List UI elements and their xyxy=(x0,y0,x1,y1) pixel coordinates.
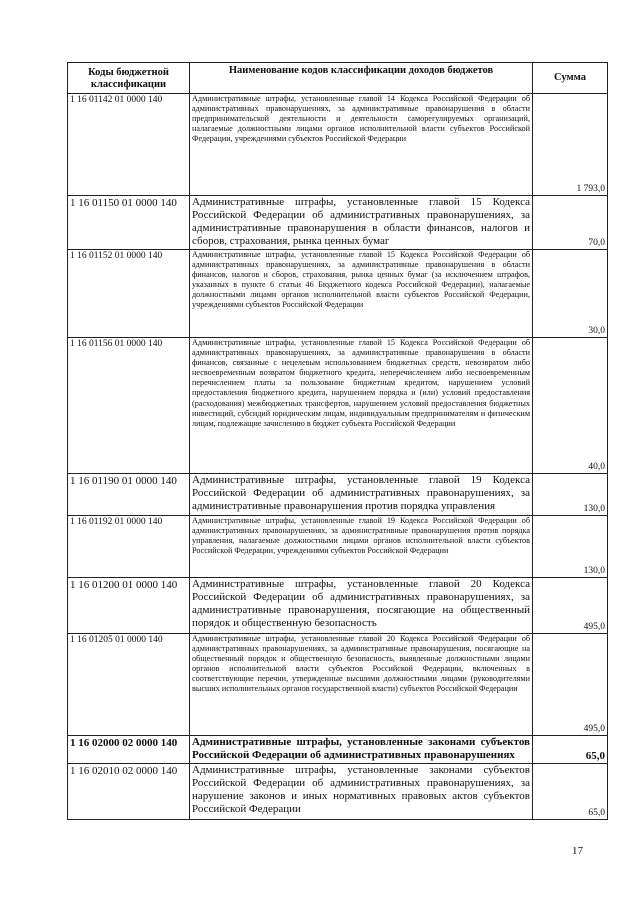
table-row xyxy=(68,250,608,338)
row-sum: 130,0 xyxy=(533,516,608,578)
table-row xyxy=(68,516,608,578)
row-description: Административные штрафы, установленные главой 14 Кодекса Российской Федерации об административных правонарушениях, за административные правонарушения в области предпринимательской деятельности и деятельности саморегулируемых организаций, налагаемые должностными лицами органов исполнительной власти субъектов Российской Федерации, учреждениями субъектов Российской Федерации xyxy=(190,94,533,196)
row-description: Административные штрафы, установленные законами субъектов Российской Федерации об административных правонарушениях xyxy=(190,736,533,764)
row-code: 1 16 01190 01 0000 140 xyxy=(68,474,190,516)
row-code: 1 16 01200 01 0000 140 xyxy=(68,578,190,634)
row-code: 1 16 01192 01 0000 140 xyxy=(68,516,190,578)
table-row xyxy=(68,338,608,474)
row-sum: 495,0 xyxy=(533,578,608,634)
table-row xyxy=(68,634,608,736)
row-description: Административные штрафы, установленные главой 19 Кодекса Российской Федерации об административных правонарушениях, за административные правонарушения против порядка управления, налагаемые должностными лицами органов исполнительной власти субъектов Российской Федерации, учреждениями субъектов Российской Федерации xyxy=(190,516,533,578)
row-sum: 70,0 xyxy=(533,196,608,250)
row-sum: 495,0 xyxy=(533,634,608,736)
row-sum: 65,0 xyxy=(533,764,608,820)
row-description: Административные штрафы, установленные главой 20 Кодекса Российской Федерации об административных правонарушениях, за административные правонарушения, посягающие на общественный порядок и общественную безопасность xyxy=(190,578,533,634)
table-row xyxy=(68,474,608,516)
header-name: Наименование кодов классификации доходов бюджетов xyxy=(190,63,533,94)
row-sum: 40,0 xyxy=(533,338,608,474)
row-description: Административные штрафы, установленные главой 19 Кодекса Российской Федерации об административных правонарушениях, за административные правонарушения против порядка управления xyxy=(190,474,533,516)
row-code: 1 16 02000 02 0000 140 xyxy=(68,736,190,764)
row-sum: 130,0 xyxy=(533,474,608,516)
row-sum: 65,0 xyxy=(533,736,608,764)
row-code: 1 16 01205 01 0000 140 xyxy=(68,634,190,736)
row-description: Административные штрафы, установленные главой 15 Кодекса Российской Федерации об административных правонарушениях, за административные правонарушения в области финансов, налогов и сборов, страхования, рынка ценных бумаг xyxy=(190,196,533,250)
row-code: 1 16 02010 02 0000 140 xyxy=(68,764,190,820)
page-number: 17 xyxy=(572,845,583,857)
table-header-row xyxy=(68,63,608,94)
row-sum: 30,0 xyxy=(533,250,608,338)
header-codes: Коды бюджетной классификации xyxy=(68,63,190,94)
row-code: 1 16 01152 01 0000 140 xyxy=(68,250,190,338)
row-code: 1 16 01142 01 0000 140 xyxy=(68,94,190,196)
row-description: Административные штрафы, установленные законами субъектов Российской Федерации об административных правонарушениях, за нарушение законов и иных нормативных правовых актов субъектов Российской Федерации xyxy=(190,764,533,820)
table-row-subtotal xyxy=(68,736,608,764)
table-row xyxy=(68,578,608,634)
row-code: 1 16 01150 01 0000 140 xyxy=(68,196,190,250)
row-sum: 1 793,0 xyxy=(533,94,608,196)
row-description: Административные штрафы, установленные главой 15 Кодекса Российской Федерации об административных правонарушениях, за административные правонарушения в области финансов, налогов и сборов, страхования, рынка ценных бумаг (за исключением штрафов, указанных в пункте 6 статьи 46 Бюджетного кодекса Российской Федерации), налагаемые должностными лицами органов исполнительной власти субъектов Российской Федерации, учреждениями субъектов Российской Федерации xyxy=(190,250,533,338)
row-code: 1 16 01156 01 0000 140 xyxy=(68,338,190,474)
table-row xyxy=(68,196,608,250)
header-sum: Сумма xyxy=(533,63,608,94)
budget-codes-table xyxy=(67,62,608,820)
table-row xyxy=(68,94,608,196)
row-description: Административные штрафы, установленные главой 20 Кодекса Российской Федерации об административных правонарушениях, за административные правонарушения, посягающие на общественный порядок и общественную безопасность, выявленные должностными лицами органов исполнительной власти субъектов Российской Федерации, включенных в соответствующие перечни, утвержденные высшими должностными лицами (руководителями высших исполнительных органов государственной власти) субъектов Российской Федерации xyxy=(190,634,533,736)
table-row xyxy=(68,764,608,820)
row-description: Административные штрафы, установленные главой 15 Кодекса Российской Федерации об административных правонарушениях, за административные правонарушения в области финансов, связанные с нецелевым использованием бюджетных средств, невозвратом либо несвоевременным возвратом бюджетного кредита, неперечислением либо несвоевременным перечислением платы за пользование бюджетным кредитом, нарушением условий предоставления бюджетного кредита, нарушением порядка и (или) условий предоставления (расходования) межбюджетных трансфертов, нарушением условий предоставления бюджетных инвестиций, субсидий юридическим лицам, индивидуальным предпринимателям и физическим лицам, подлежащие зачислению в бюджет субъекта Российской Федерации xyxy=(190,338,533,474)
